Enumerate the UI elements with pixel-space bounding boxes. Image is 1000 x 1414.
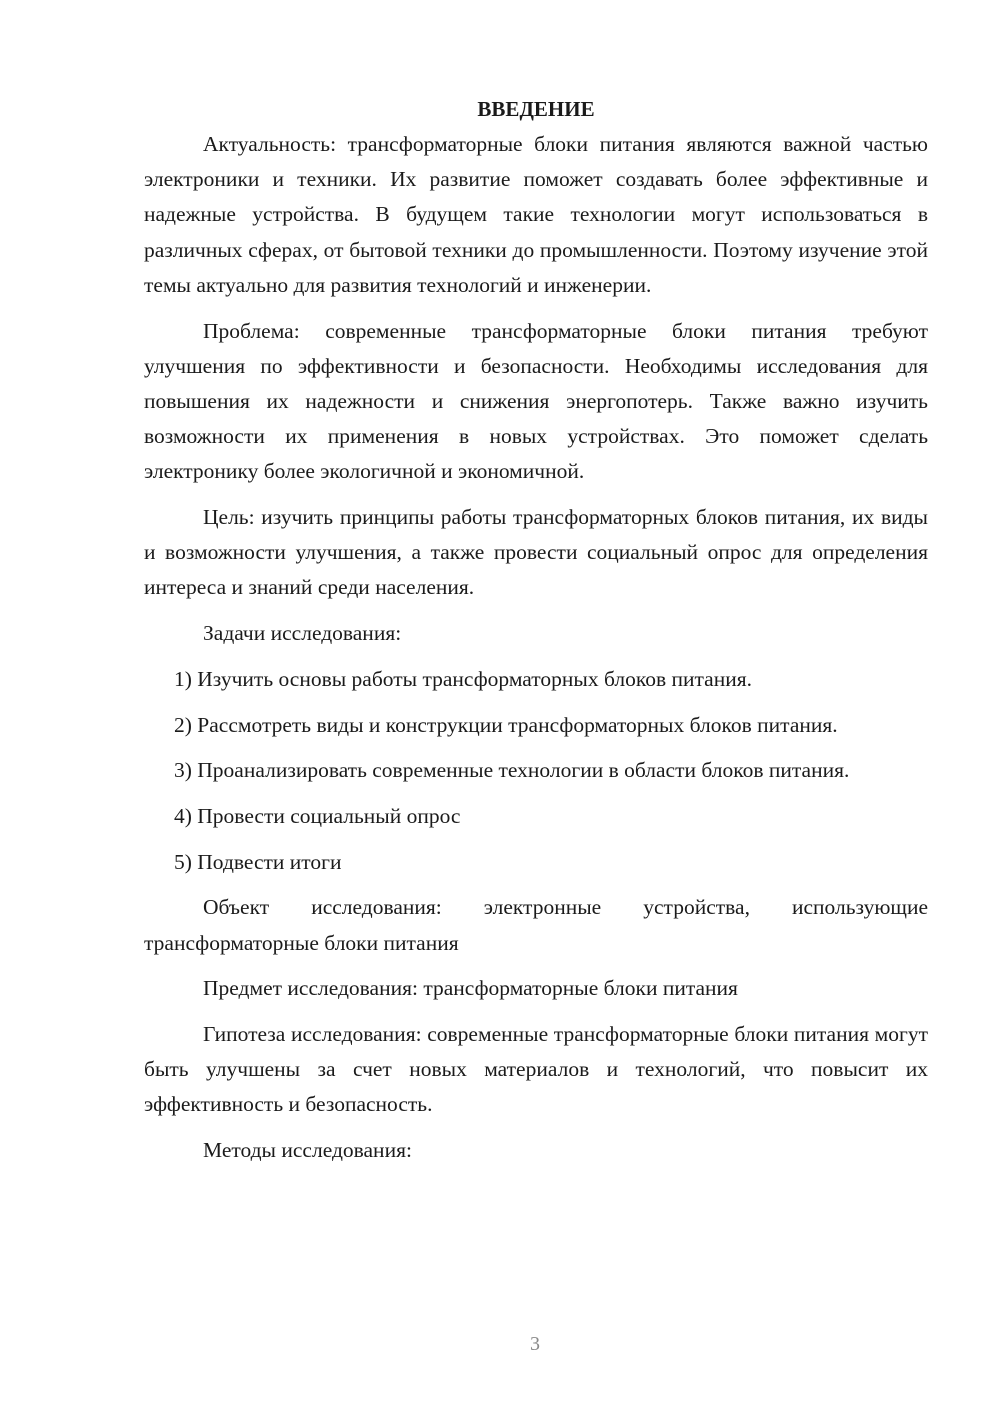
goal-paragraph: Цель: изучить принципы работы трансформаторных блоков питания, их виды и возможности улучшения, а также провести социальный опрос для определения интереса и знаний среди населения. <box>144 505 928 600</box>
page-number: 3 <box>530 1333 540 1355</box>
task-item-3: 3) Проанализировать современные технологии в области блоков питания. <box>174 758 850 783</box>
task-item-2: 2) Рассмотреть виды и конструкции трансформаторных блоков питания. <box>174 712 838 737</box>
task-item-4: 4) Провести социальный опрос <box>174 803 461 828</box>
object-paragraph: Объект исследования: электронные устройства, использующие трансформаторные блоки питания <box>144 895 928 955</box>
relevance-paragraph: Актуальность: трансформаторные блоки питания являются важной частью электроники и техники. Их развитие поможет создавать более эффективные и надежные устройства. В будущем такие технологии могут использоваться в различных сферах, от бытовой техники до промышленности. Поэтому изучение этой темы актуально для развития технологий и инженерии. <box>144 132 928 297</box>
task-item-5: 5) Подвести итоги <box>174 849 342 874</box>
methods-heading: Методы исследования: <box>203 1138 412 1163</box>
problem-paragraph: Проблема: современные трансформаторные блоки питания требуют улучшения по эффективности и безопасности. Необходимы исследования для повышения их надежности и снижения энергопотерь. Также важно изучить возможности их применения в новых устройствах. Это поможет сделать электронику более экологичной и экономичной. <box>144 318 928 484</box>
hypothesis-paragraph: Гипотеза исследования: современные трансформаторные блоки питания могут быть улучшены за счет новых материалов и технологий, что повысит их эффективность и безопасность. <box>144 1021 928 1117</box>
subject-paragraph: Предмет исследования: трансформаторные блоки питания <box>203 976 738 1001</box>
task-item-1: 1) Изучить основы работы трансформаторных блоков питания. <box>174 666 752 691</box>
section-title: ВВЕДЕНИЕ <box>477 97 595 121</box>
document-page <box>144 92 928 1168</box>
tasks-heading: Задачи исследования: <box>203 621 402 646</box>
